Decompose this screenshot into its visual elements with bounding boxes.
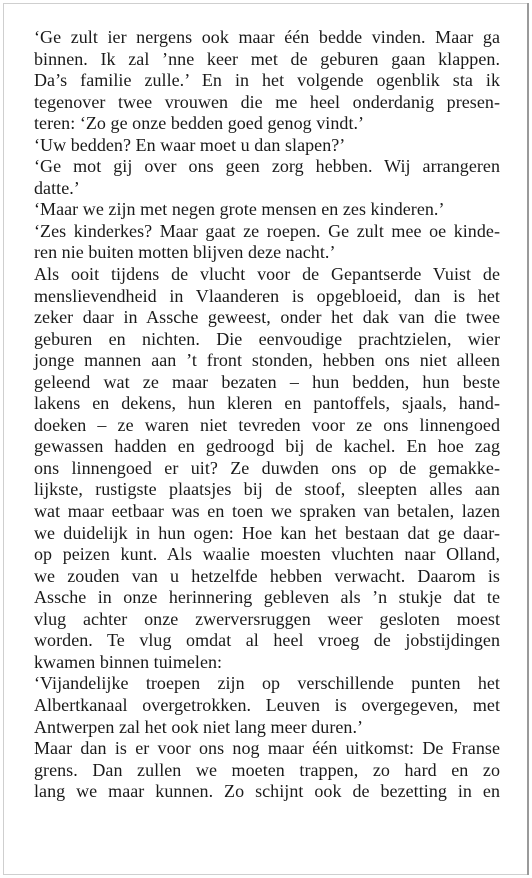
text-line: binnen. Ik zal ’nne keer met de geburen gaan klappen. (34, 48, 500, 69)
text-line: wat maar eetbaar was en toen we spraken van betalen, lazen (34, 501, 500, 522)
text-line: Assche in onze herinnering gebleven als ’n stukje dat te (34, 587, 500, 608)
text-line: worden. Te vlug omdat al heel vroeg de jobstijdingen (34, 630, 500, 651)
text-line: datte.’ (34, 177, 80, 198)
text-line: lang we maar kunnen. Zo schijnt ook de bezetting in en (34, 781, 500, 802)
text-line: lakens en dekens, hun kleren en pantoffels, sjaals, hand- (34, 393, 500, 414)
text-line: Als ooit tijdens de vlucht voor de Gepantserde Vuist de (34, 264, 500, 285)
text-line: gewassen hadden en gedroogd bij de kachel. En hoe zag (34, 436, 500, 457)
text-line: ‘Zes kinderkes? Maar gaat ze roepen. Ge zult mee oe kinde- (34, 220, 500, 241)
text-line: Da’s familie zulle.’ En in het volgende ogenblik sta ik (34, 70, 500, 91)
text-line: jonge mannen aan ’t front stonden, hebben ons niet alleen (34, 350, 500, 371)
body-text (34, 27, 500, 803)
text-line: vlug achter onze zwerversruggen weer gesloten moest (34, 608, 500, 629)
text-line: op peizen kunt. Als waalie moesten vluchten naar Olland, (34, 544, 500, 565)
text-line: geburen en nichten. Die eenvoudige prachtzielen, wier (34, 328, 500, 349)
text-line: geleend wat ze maar bezaten – hun bedden, hun beste (34, 371, 500, 392)
text-line: kwamen binnen tuimelen: (34, 651, 223, 672)
text-line: Maar dan is er voor ons nog maar één uitkomst: De Franse (34, 738, 500, 759)
text-line: we duidelijk in hun ogen: Hoe kan het bestaan dat ge daar- (34, 522, 500, 543)
text-line: zeker daar in Assche geweest, onder het dak van die twee (34, 307, 500, 328)
text-line: Albertkanaal overgetrokken. Leuven is overgegeven, met (34, 694, 500, 715)
text-line: ons linnengoed er uit? Ze duwden ons op de gemakke- (34, 457, 500, 478)
text-line: tegenover twee vrouwen die me heel onderdanig presen- (34, 91, 500, 112)
text-line: ‘Vijandelijke troepen zijn op verschillende punten het (34, 673, 500, 694)
text-line: doeken – ze waren niet tevreden voor ze ons linnengoed (34, 414, 500, 435)
text-line: lijkste, rustigste plaatsjes bij de stoof, sleepten alles aan (34, 479, 500, 500)
text-line: ‘Ge mot gij over ons geen zorg hebben. Wij arrangeren (34, 156, 500, 177)
text-line: menslievendheid in Vlaanderen is opgebloeid, dan is het (34, 285, 500, 306)
text-line: teren: ‘Zo ge onze bedden goed genog vindt.’ (34, 113, 365, 134)
text-line: grens. Dan zullen we moeten trappen, zo hard en zo (34, 759, 500, 780)
text-line: Antwerpen zal het ook niet lang meer duren.’ (34, 716, 364, 737)
text-line: ‘Maar we zijn met negen grote mensen en zes kinderen.’ (34, 199, 445, 220)
text-line: ‘Uw bedden? En waar moet u dan slapen?’ (34, 134, 346, 155)
text-line: ren nie buiten motten blijven deze nacht.’ (34, 242, 336, 263)
page-edge-shadow (527, 3, 529, 875)
text-line: ‘Ge zult ier nergens ook maar één bedde vinden. Maar ga (34, 27, 500, 47)
text-line: we zouden van u hetzelfde hebben verwacht. Daarom is (34, 565, 500, 586)
